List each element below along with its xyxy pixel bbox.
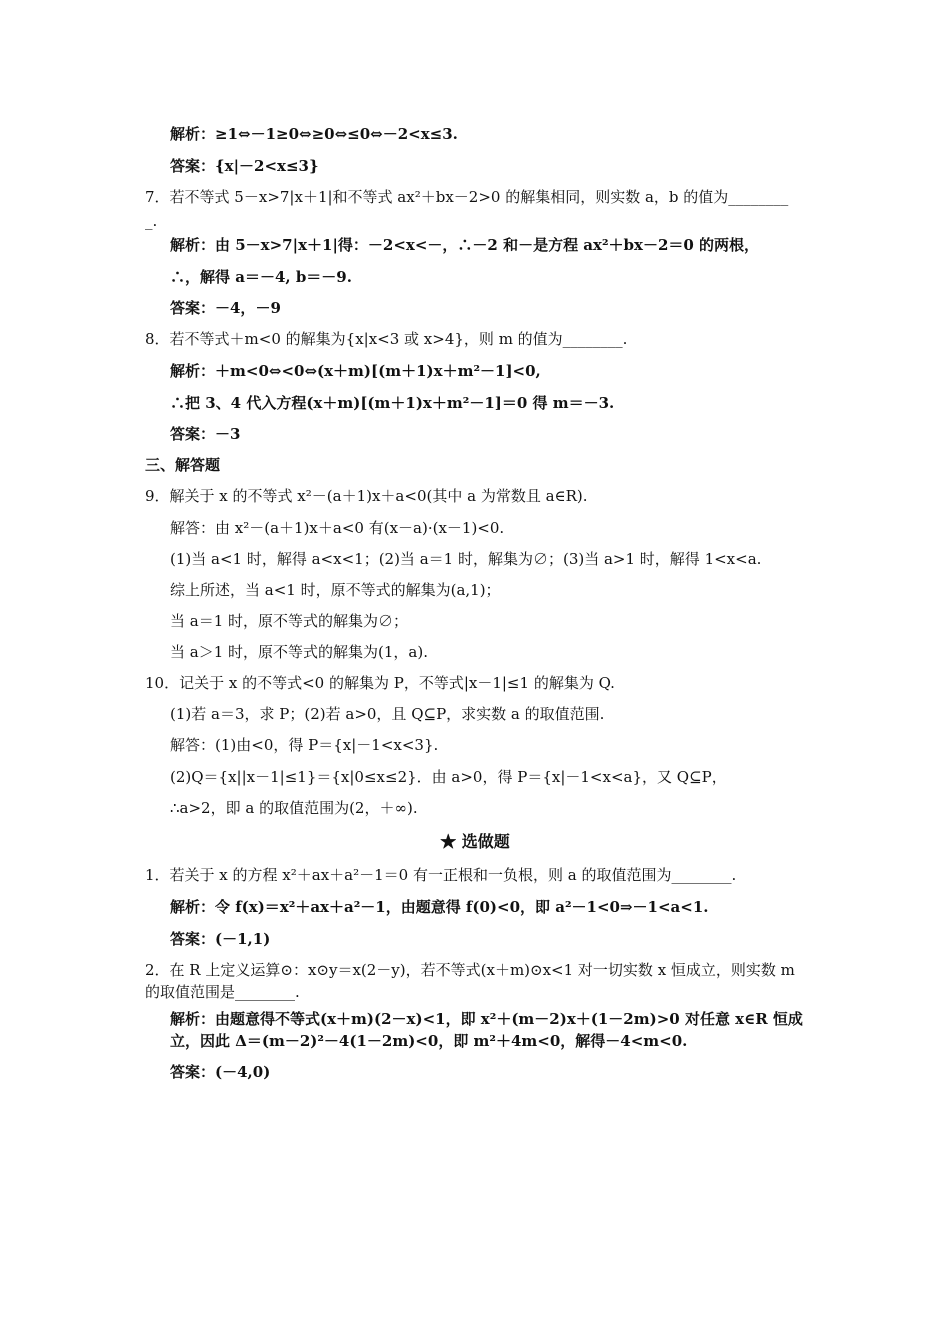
section-heading: 三、解答题 [145, 456, 221, 474]
optional-answer-1: 答案：(－1,1) [170, 930, 271, 948]
solution-9-cases: (1)当 a<1 时，解得 a<x<1；(2)当 a＝1 时，解集为∅；(3)当 a>1 时，解得 1<x<a. [170, 550, 762, 568]
analysis-8-cont: ∴把 3、4 代入方程(x＋m)[(m＋1)x＋m²－1]＝0 得 m＝－3. [170, 394, 615, 412]
answer-8: 答案：－3 [170, 425, 241, 443]
solution-10-part2: (2)Q＝{x||x－1|≤1}＝{x|0≤x≤2}．由 a>0，得 P＝{x|－1<x<a}，又 Q⊆P， [170, 768, 727, 786]
analysis-8: 解析：＋m<0⇔<0⇔(x＋m)[(m＋1)x＋m²－1]<0, [170, 362, 541, 380]
optional-question-1: 1．若关于 x 的方程 x²＋ax＋a²－1＝0 有一正根和一负根，则 a 的取值范围为________. [145, 866, 737, 884]
question-10: 10．记关于 x 的不等式<0 的解集为 P，不等式|x－1|≤1 的解集为 Q. [145, 674, 615, 692]
solution-9-summary: 综上所述，当 a<1 时，原不等式的解集为(a,1)； [170, 581, 501, 599]
optional-analysis-1: 解析：令 f(x)＝x²＋ax＋a²－1，由题意得 f(0)<0，即 a²－1<0⇒－1<a<1. [170, 898, 709, 916]
solution-10-conclusion: ∴a>2，即 a 的取值范围为(2，＋∞). [170, 799, 418, 817]
question-10-parts: (1)若 a＝3，求 P；(2)若 a>0，且 Q⊆P，求实数 a 的取值范围. [170, 705, 605, 723]
solution-9-case2: 当 a＝1 时，原不等式的解集为∅； [170, 612, 409, 630]
answer-7: 答案：－4，－9 [170, 299, 281, 317]
analysis-7-cont: ∴，解得 a＝－4, b＝－9. [170, 268, 352, 286]
question-7-cont: _. [145, 212, 158, 230]
question-8: 8．若不等式＋m<0 的解集为{x|x<3 或 x>4}，则 m 的值为________. [145, 330, 628, 348]
optional-question-2: 2．在 R 上定义运算⊙：x⊙y＝x(2－y)，若不等式(x＋m)⊙x<1 对一切实数 x 恒成立，则实数 m 的取值范围是________. [145, 961, 795, 1001]
analysis-7: 解析：由 5－x>7|x＋1|得：－2<x<－，∴－2 和－是方程 ax²＋bx－2＝0 的两根， [170, 236, 760, 254]
question-7: 7．若不等式 5－x>7|x＋1|和不等式 ax²＋bx－2>0 的解集相同，则实数 a，b 的值为________ [145, 188, 789, 206]
solution-10-part1: 解答：(1)由<0，得 P＝{x|－1<x<3}. [170, 736, 439, 754]
solution-9: 解答：由 x²－(a＋1)x＋a<0 有(x－a)·(x－1)<0. [170, 519, 505, 537]
optional-answer-2: 答案：(－4,0) [170, 1063, 271, 1081]
analysis-prev: 解析：≥1⇔－1≥0⇔≥0⇔≤0⇔－2<x≤3. [170, 125, 458, 143]
solution-9-case3: 当 a＞1 时，原不等式的解集为(1，a). [170, 643, 428, 661]
optional-heading: ★ 选做题 [440, 832, 510, 851]
question-9: 9．解关于 x 的不等式 x²－(a＋1)x＋a<0(其中 a 为常数且 a∈R). [145, 487, 588, 505]
optional-analysis-2: 解析：由题意得不等式(x＋m)(2－x)<1，即 x²＋(m－2)x＋(1－2m)>0 对任意 x∈R 恒成立，因此 Δ＝(m－2)²－4(1－2m)<0，即 m²＋4m<0，解得－4<m<0. [170, 1010, 803, 1050]
answer-prev: 答案：{x|－2<x≤3} [170, 157, 319, 175]
